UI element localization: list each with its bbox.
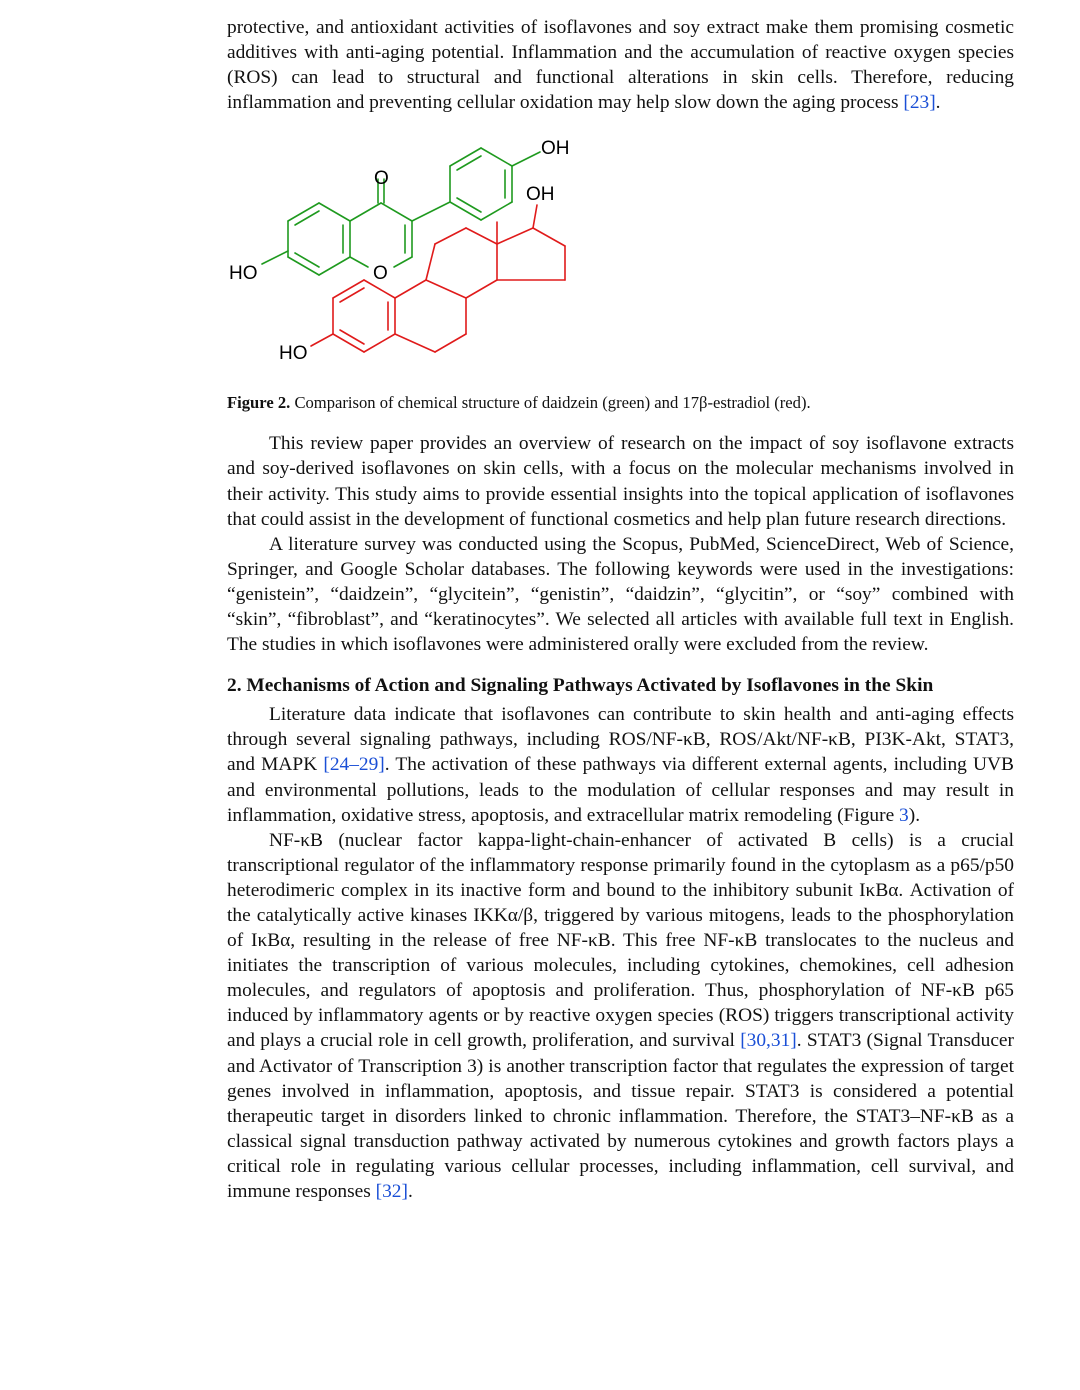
paragraph-literature — [227, 702, 1014, 827]
figure-link[interactable]: 3 — [899, 804, 909, 826]
text-span: Literature data indicate that isoflavones can contribute to skin health and anti-aging effects through several signaling pathways, including ROS/NF-κB, ROS/Akt/NF-κB, PI3K-Akt, STAT3, and MAPK — [227, 704, 1014, 776]
ring-oxygen-label: O — [373, 263, 388, 285]
section-heading: 2. Mechanisms of Action and Signaling Pathways Activated by Isoflavones in the Skin — [227, 675, 934, 697]
text-span: . — [407, 1181, 413, 1202]
caption-text: Comparison of chemical structure of daidzein (green) and 17β-estradiol (red). — [290, 393, 811, 413]
intro-paragraph — [227, 15, 1014, 115]
intro-end: . — [935, 92, 941, 114]
hydroxyl-label: OH — [526, 184, 555, 206]
paragraph-review: This review paper provides an overview of research on the impact of soy isoflavone extracts and soy-derived isoflavones on skin cells, with a focus on the molecular mechanisms involved in their activity. This study aims to provide essential insights into the topical application of isoflavones that could assist in the development of functional cosmetics and help plan future research directions. — [227, 433, 1014, 530]
daidzein-structure — [262, 148, 540, 275]
hydroxyl-label: HO — [279, 343, 308, 365]
citation-link[interactable]: [24–29] — [323, 754, 385, 776]
estradiol-structure — [311, 205, 565, 352]
figure-caption — [227, 392, 1014, 414]
hydroxyl-label: HO — [229, 263, 258, 285]
text-span: ). — [908, 804, 921, 826]
intro-text: protective, and antioxidant activities of isoflavones and soy extract make them promising cosmetic additives with anti-aging potential. Inflammation and the accumulation of reactive oxygen species (ROS) can lead to structural and functional alterations in skin cells. Therefore, reducing inflammation and preventing cellular oxidation may help slow down the aging process — [227, 17, 1014, 114]
paragraph-survey: A literature survey was conducted using the Scopus, PubMed, ScienceDirect, Web of Science, Springer, and Google Scholar databases. The following keywords were used in the investigations: “genistein”, “daidzein”, “glycitein”, “genistin”, “daidzin”, “glycitin”, or “soy” combined with “skin”, “fibroblast”, and “keratinocytes”. We selected all articles with available full text in English. The studies in which isoflavones were administered orally were excluded from the review. — [227, 533, 1014, 656]
text-span: . The activation of these pathways via different external agents, including UVB and environmental pollutions, leads to the modulation of cellular responses and may result in inflammation, oxidative stress, apoptosis, and extracellular matrix remodeling (Figure — [227, 754, 1014, 826]
figure-2 — [227, 128, 1014, 386]
figure-label: Figure 2. — [227, 393, 291, 413]
chemical-structure-diagram — [227, 128, 1014, 386]
text-span: NF-κB (nuclear factor kappa-light-chain-enhancer of activated B cells) is a crucial transcriptional regulator of the inflammatory response primarily found in the cytoplasm as a p65/p50 heterodimeric complex in its inactive form and bound to the inhibitory subunit IκBα. Activation of the catalytically active kinases IKKα/β, triggered by various mitogens, leads to the phosphorylation of IκBα, resulting in the release of free NF-κB. This free NF-κB translocates to the nucleus and initiates the transcription of various molecules, including cytokines, chemokines, cell adhesion molecules, and regulators of apoptosis and proliferation. Thus, phosphorylation of NF-κB p65 induced by inflammatory agents or by reactive oxygen species (ROS) triggers transcriptional activity and plays a crucial role in cell growth, proliferation, and survival — [227, 829, 1014, 1052]
citation-link[interactable]: [30,31] — [740, 1030, 797, 1052]
page — [227, 15, 1014, 1204]
citation-link[interactable]: [23] — [903, 92, 936, 114]
text-span: . STAT3 (Signal Transducer and Activator of Transcription 3) is another transcription factor that regulates the expression of target genes involved in inflammation, apoptosis, and tissue repair. STAT3 is considered a potential therapeutic target in disorders linked to chronic inflammation. Therefore, the STAT3–NF-κB as a classical signal transduction pathway activated by numerous cytokines and growth factors plays a critical role in regulating various cellular processes, including inflammation, cell survival, and immune responses — [227, 1030, 1014, 1202]
citation-link[interactable]: [32] — [375, 1181, 408, 1202]
paragraph-nfkb — [227, 828, 1014, 1204]
hydroxyl-label: OH — [541, 138, 570, 160]
oxygen-label: O — [374, 168, 389, 190]
